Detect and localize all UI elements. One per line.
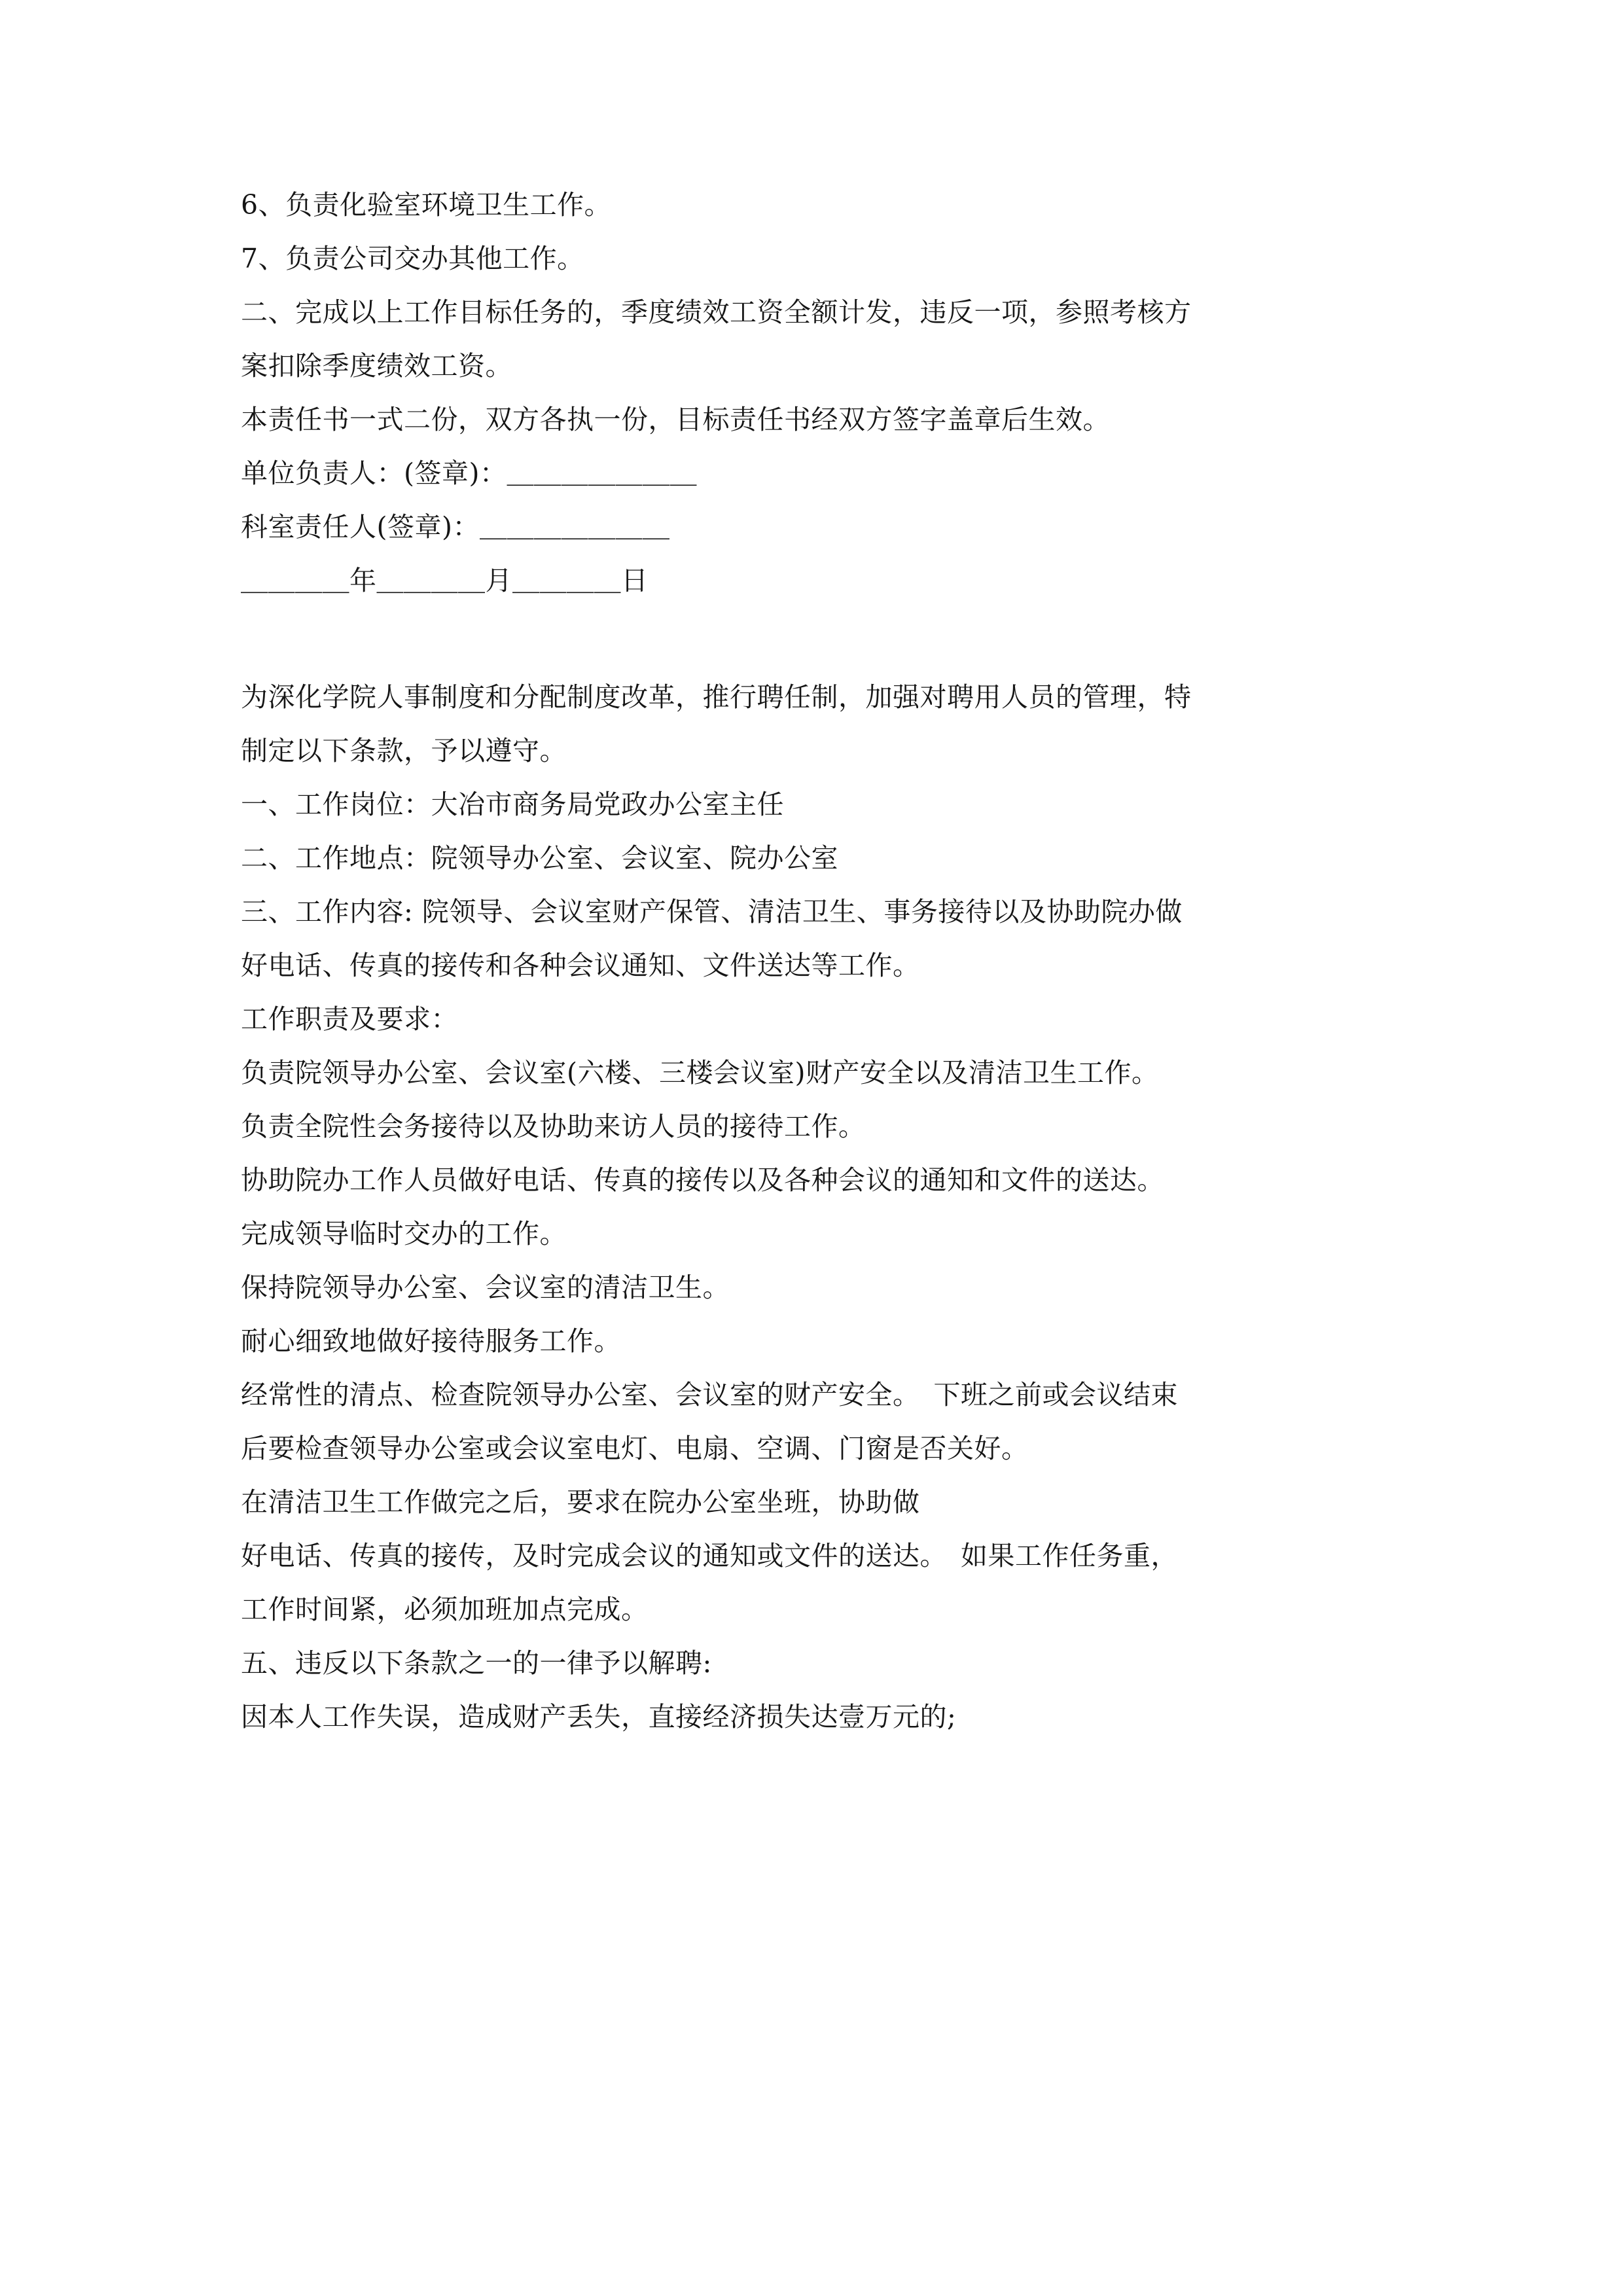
section-divider — [241, 607, 1393, 670]
duty-item: 保持院领导办公室、会议室的清洁卫生。 — [241, 1272, 730, 1303]
item-work-content: 三、工作内容: 院领导、会议室财产保管、清洁卫生、事务接待以及协助院办做 — [241, 896, 1183, 927]
signature-line-unit-head: 单位负责人：(签章)：＿＿＿＿＿＿＿ — [241, 457, 697, 489]
paragraph-line: 案扣除季度绩效工资。 — [241, 350, 512, 382]
duty-item: 工作时间紧，必须加班加点完成。 — [241, 1594, 649, 1625]
document-body — [241, 178, 1393, 1744]
paragraph-line: 好电话、传真的接传和各种会议通知、文件送达等工作。 — [241, 950, 920, 981]
date-line: ＿＿＿＿年＿＿＿＿月＿＿＿＿日 — [241, 565, 649, 596]
paragraph-line: 本责任书一式二份，双方各执一份，目标责任书经双方签字盖章后生效。 — [241, 404, 1110, 435]
item-dismissal-terms: 五、违反以下条款之一的一律予以解聘: — [241, 1647, 712, 1679]
paragraph-line: 7、负责公司交办其他工作。 — [241, 243, 584, 274]
duty-item: 耐心细致地做好接待服务工作。 — [241, 1325, 621, 1357]
duty-item: 后要检查领导办公室或会议室电灯、电扇、空调、门窗是否关好。 — [241, 1433, 1029, 1464]
item-work-location: 二、工作地点：院领导办公室、会议室、院办公室 — [241, 842, 838, 874]
duty-item: 经常性的清点、检查院领导办公室、会议室的财产安全。 下班之前或会议结束 — [241, 1379, 1178, 1410]
duty-item: 完成领导临时交办的工作。 — [241, 1218, 567, 1249]
duty-item: 在清洁卫生工作做完之后，要求在院办公室坐班，协助做 — [241, 1486, 920, 1518]
item-work-position: 一、工作岗位：大冶市商务局党政办公室主任 — [241, 789, 784, 820]
subheading-duties: 工作职责及要求： — [241, 1003, 458, 1035]
paragraph-line: 6、负责化验室环境卫生工作。 — [241, 189, 612, 221]
section-employment-terms — [241, 670, 1393, 1744]
section-responsibility-agreement — [241, 178, 1393, 607]
duty-item: 负责全院性会务接待以及协助来访人员的接待工作。 — [241, 1111, 866, 1142]
paragraph-line: 为深化学院人事制度和分配制度改革，推行聘任制，加强对聘用人员的管理，特 — [241, 681, 1192, 713]
paragraph-line: 制定以下条款，予以遵守。 — [241, 735, 567, 766]
dismissal-item: 因本人工作失误，造成财产丢失，直接经济损失达壹万元的; — [241, 1701, 957, 1732]
paragraph-line: 二、完成以上工作目标任务的，季度绩效工资全额计发，违反一项，参照考核方 — [241, 296, 1192, 328]
signature-line-department-head: 科室责任人(签章)：＿＿＿＿＿＿＿ — [241, 511, 670, 543]
duty-item: 协助院办工作人员做好电话、传真的接传以及各种会议的通知和文件的送达。 — [241, 1164, 1164, 1196]
duty-item: 负责院领导办公室、会议室(六楼、三楼会议室)财产安全以及清洁卫生工作。 — [241, 1057, 1159, 1088]
duty-item: 好电话、传真的接传，及时完成会议的通知或文件的送达。 如果工作任务重， — [241, 1540, 1178, 1571]
